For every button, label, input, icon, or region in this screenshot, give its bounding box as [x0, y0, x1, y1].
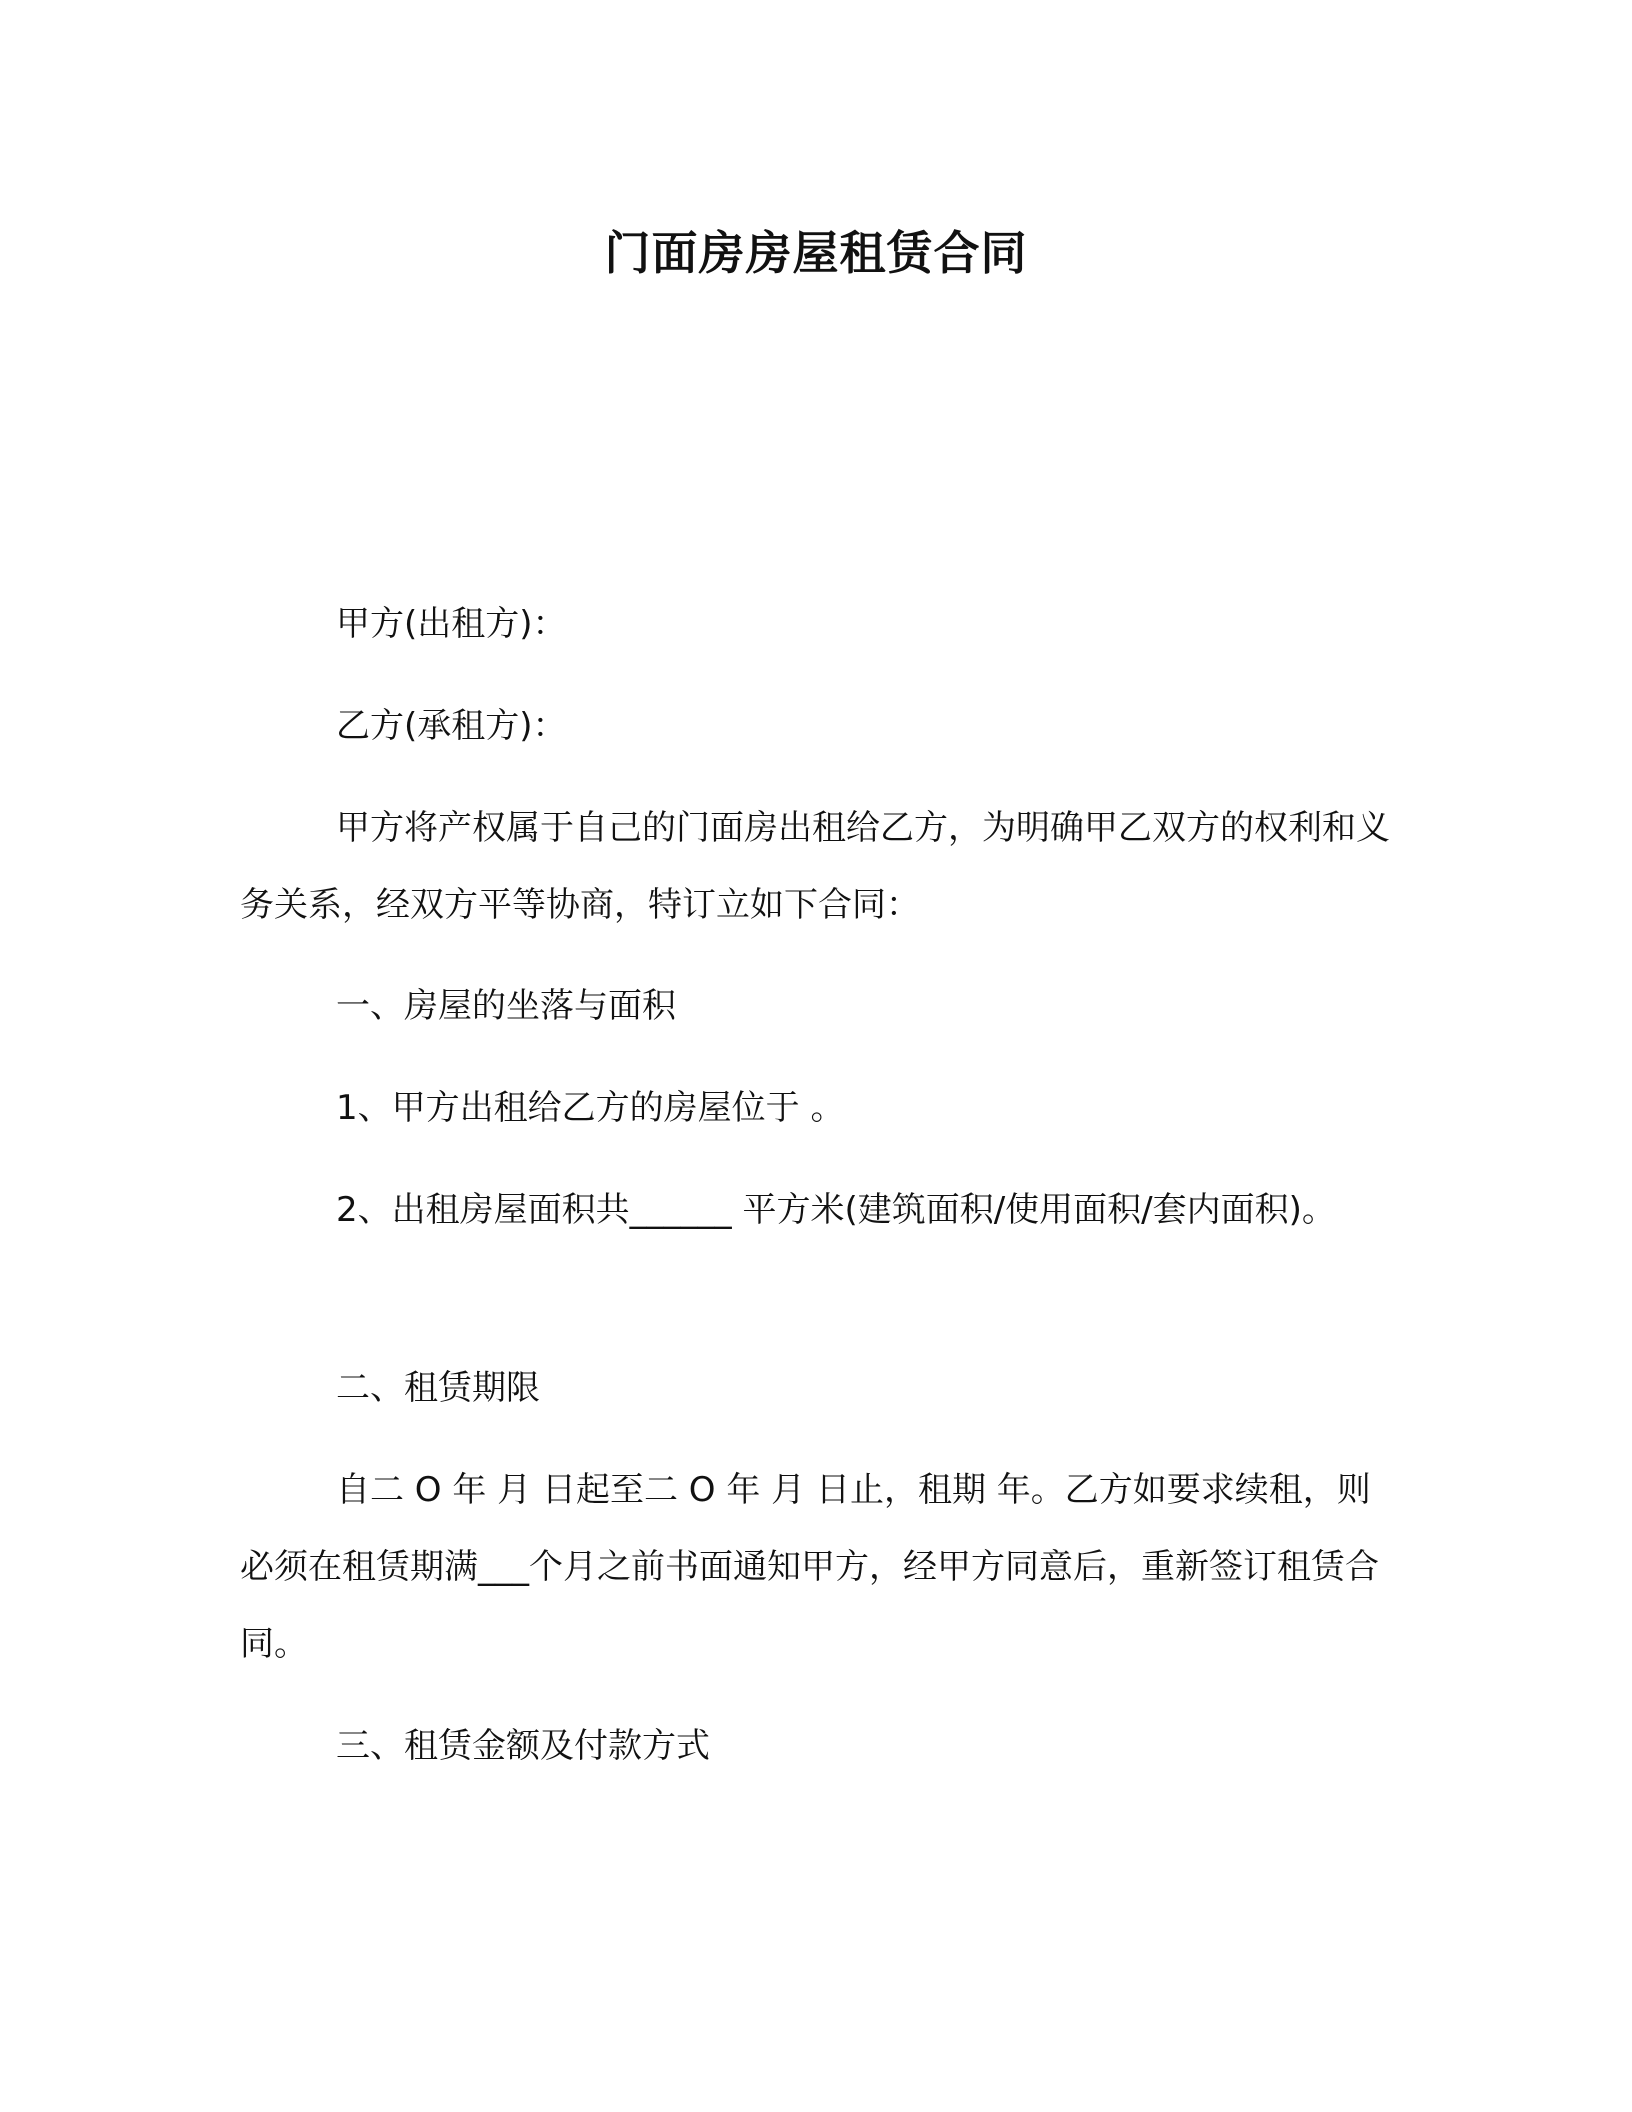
section-1-item-1: 1、甲方出租给乙方的房屋位于 。 [336, 1088, 845, 1128]
party-a-line: 甲方(出租方)： [336, 604, 567, 644]
section-3-heading: 三、租赁金额及付款方式 [336, 1726, 710, 1766]
document-title: 门面房房屋租赁合同 [604, 226, 1028, 280]
party-b-line: 乙方(承租方)： [336, 706, 567, 746]
section-1-heading: 一、房屋的坐落与面积 [336, 986, 676, 1026]
section-1-item-2: 2、出租房屋面积共______ 平方米(建筑面积/使用面积/套内面积)。 [336, 1190, 1336, 1230]
intro-paragraph: 甲方将产权属于自己的门面房出租给乙方，为明确甲乙双方的权利和义务关系，经双方平等协商，特订立如下合同： [240, 808, 1390, 925]
section-2-paragraph: 自二 O 年 月 日起至二 O 年 月 日止，租期 年。乙方如要求续租，则必须在租赁期满___个月之前书面通知甲方，经甲方同意后，重新签订租赁合同。 [240, 1470, 1379, 1664]
section-2-heading: 二、租赁期限 [336, 1368, 540, 1408]
